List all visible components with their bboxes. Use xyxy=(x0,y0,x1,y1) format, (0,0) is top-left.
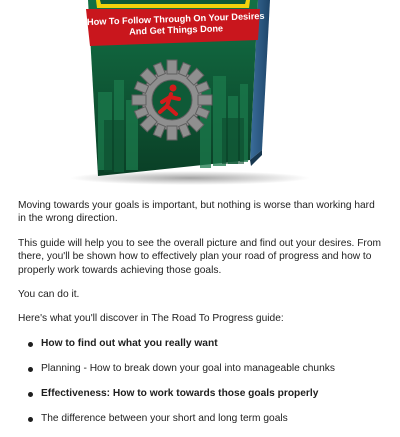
list-item: Effectiveness: How to work towards those goals properly xyxy=(18,387,384,400)
bullet-icon xyxy=(28,392,33,397)
bullet-icon xyxy=(28,417,33,422)
discover-heading: Here's what you'll discover in The Road To Progress guide: xyxy=(18,313,284,325)
guide-description-paragraph: This guide will help you to see the overall picture and find out your desires. From there, you'll be shown how to effectively plan your road of progress and how to properly work towards achieving those goals. xyxy=(18,237,381,276)
cover-subtitle-line2: And Get Things Done xyxy=(129,23,224,37)
bullet-icon xyxy=(28,342,33,347)
intro-paragraph: Moving towards your goals is important, but nothing is worse than working hard in the wrong direction. xyxy=(18,200,375,225)
ebook-cover xyxy=(0,0,400,186)
list-item: The difference between your short and long term goals xyxy=(18,412,384,425)
list-item: How to find out what you really want xyxy=(18,337,384,350)
cover-subtitle-line1: How To Follow Through On Your Desires xyxy=(86,10,265,28)
encouragement-text: You can do it. xyxy=(18,289,80,301)
sales-copy xyxy=(18,199,384,437)
list-item: Planning - How to break down your goal into manageable chunks xyxy=(18,362,384,375)
benefit-list xyxy=(18,337,384,425)
bullet-icon xyxy=(28,367,33,372)
cover-subtitle xyxy=(0,0,400,60)
